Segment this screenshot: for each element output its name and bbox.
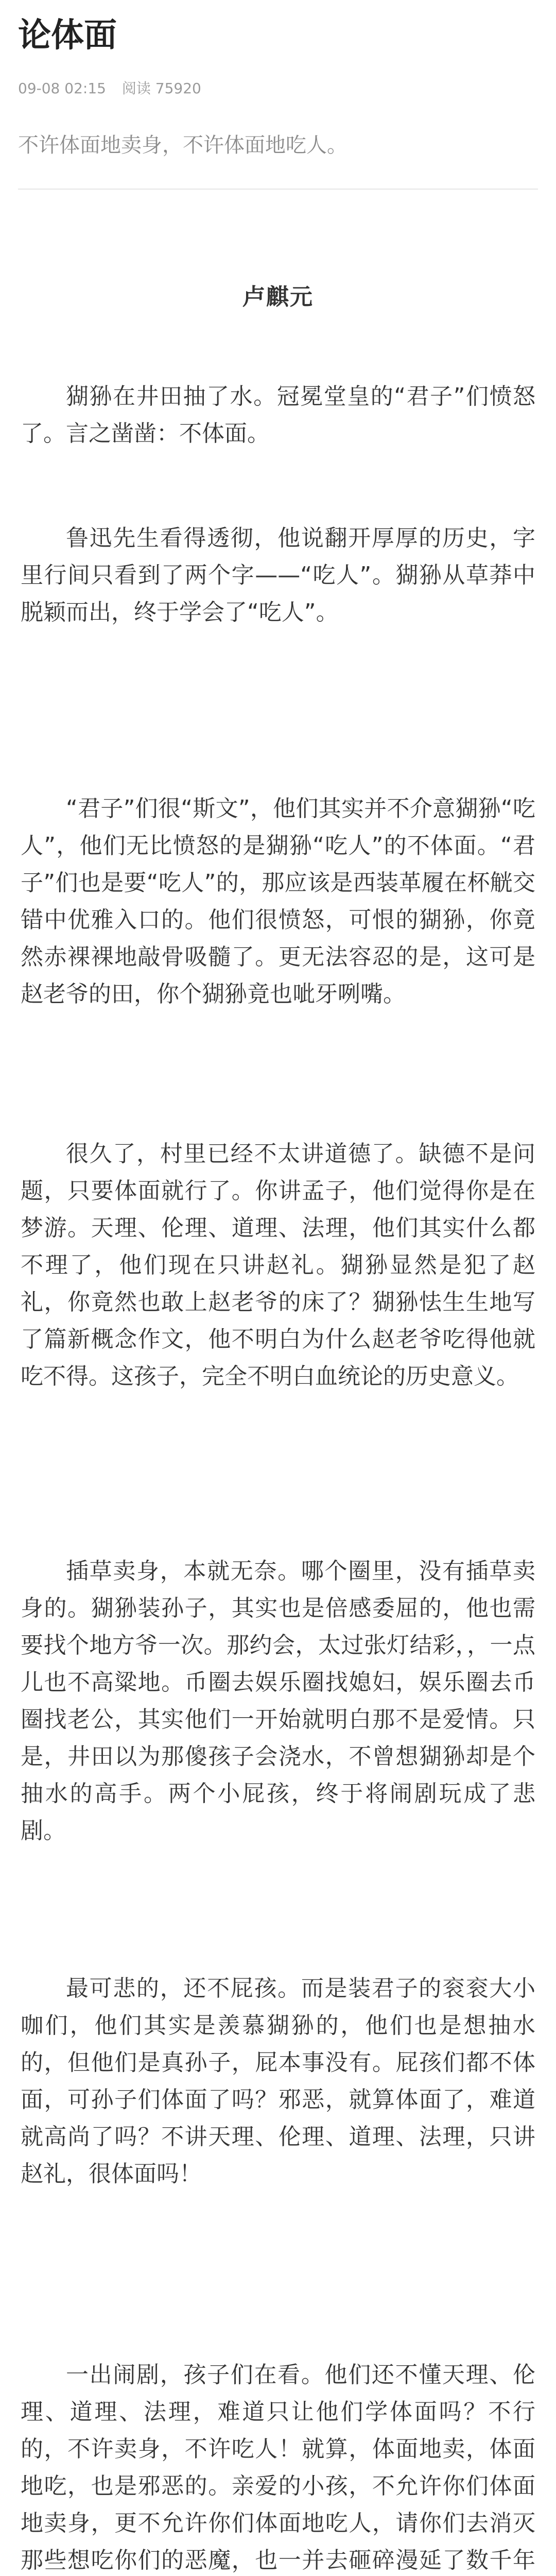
view-count: 阅读 75920 (121, 80, 201, 97)
author-name: 卢麒元 (242, 284, 314, 310)
header-divider (18, 189, 538, 190)
publish-date: 09-08 02:15 (18, 80, 106, 97)
paragraph: 很久了，村里已经不太讲道德了。缺德不是问题，只要体面就行了。你讲孟子，他们觉得你是在梦游。天理、伦理、道理、法理，他们其实什么都不理了，他们现在只讲赵礼。猢狲显然是犯了赵礼，你竟然也敢上赵老爷的床了？猢狲怯生生地写了篇新概念作文，他不明白为什么赵老爷吃得他就吃不得。这孩子，完全不明白血统论的历史意义。 (21, 1141, 535, 1389)
article-meta (18, 77, 201, 98)
paragraph: 猢狲在井田抽了水。冠冕堂皇的“君子”们愤怒了。言之凿凿：不体面。 (21, 383, 535, 447)
paragraph: 一出闹剧，孩子们在看。他们还不懂天理、伦理、道理、法理，难道只让他们学体面吗？不行的，不许卖身，不许吃人！就算，体面地卖，体面地吃，也是邪恶的。亲爱的小孩，不允许你们体面地卖身，更不允许你们体面地吃人，请你们去消灭那些想吃你们的恶魔，也一并去砸碎漫延了数千年 (21, 2362, 535, 2573)
paragraph: “君子”们很“斯文”，他们其实并不介意猢狲“吃人”，他们无比愤怒的是猢狲“吃人”的不体面。“君子”们也是要“吃人”的，那应该是西装革履在杯觥交错中优雅入口的。他们很愤怒，可恨的猢狲，你竟然赤裸裸地敲骨吸髓了。更无法容忍的是，这可是赵老爷的田，你个猢狲竟也呲牙咧嘴。 (21, 795, 535, 1007)
article-subtitle: 不许体面地卖身，不许体面地吃人。 (18, 133, 348, 157)
paragraph: 插草卖身，本就无奈。哪个圈里，没有插草卖身的。猢狲装孙子，其实也是倍感委屈的，他也需要找个地方爷一次。那约会，太过张灯结彩，，一点儿也不高粱地。币圈去娱乐圈找媳妇，娱乐圈去币圈找老公，其实他们一开始就明白那不是爱情。只是，井田以为那傻孩子会浇水，不曾想猢狲却是个抽水的高手。两个小屁孩，终于将闹剧玩成了悲剧。 (21, 1558, 535, 1844)
paragraph: 鲁迅先生看得透彻，他说翻开厚厚的历史，字里行间只看到了两个字——“吃人”。猢狲从草莽中脱颖而出，终于学会了“吃人”。 (21, 525, 535, 625)
paragraph: 最可悲的，还不屁孩。而是装君子的衮衮大小咖们，他们其实是羡慕猢狲的，他们也是想抽水的，但他们是真孙子，屁本事没有。屁孩们都不体面，可孙子们体面了吗？邪恶，就算体面了，难道就高尚了吗？不讲天理、伦理、道理、法理，只讲赵礼，很体面吗！ (21, 1975, 535, 2187)
page-title: 论体面 (18, 16, 117, 55)
